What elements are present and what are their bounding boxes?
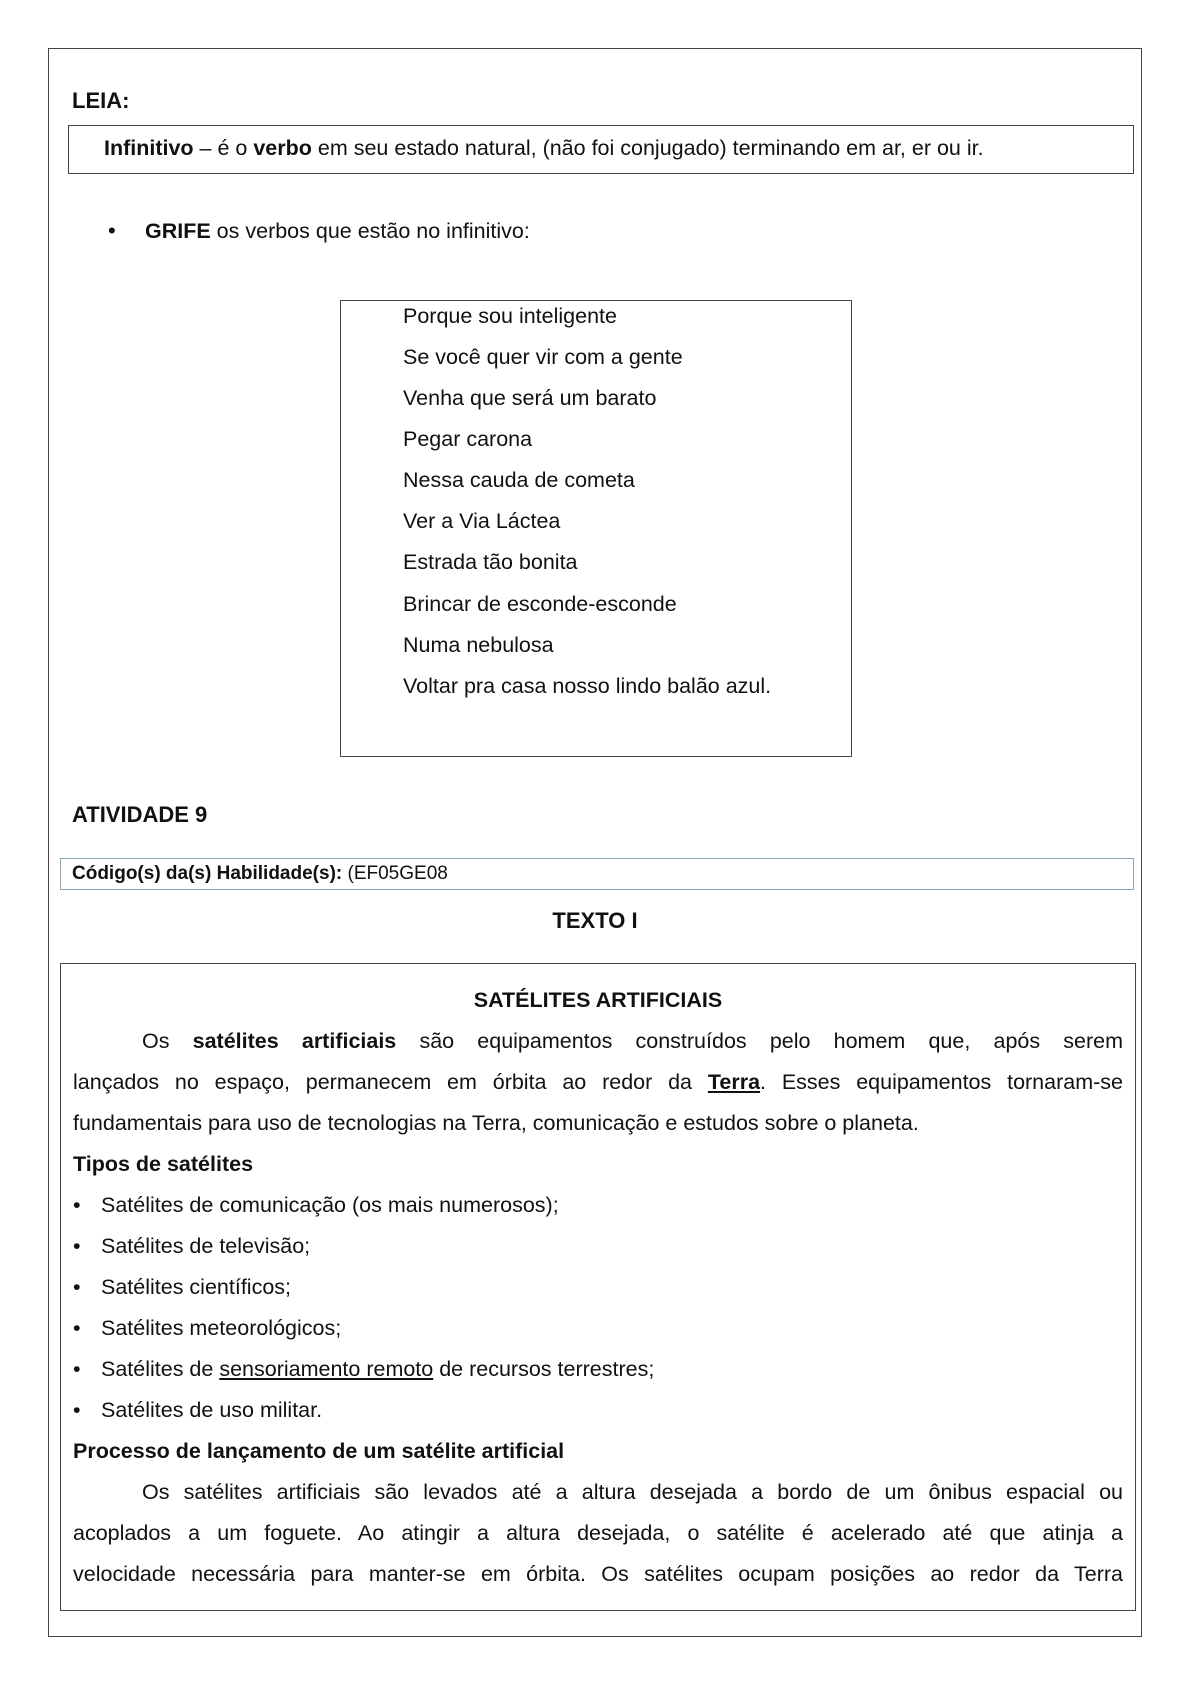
bullet-icon: • xyxy=(73,1234,81,1258)
poem-line: Porque sou inteligente xyxy=(403,304,617,328)
definition-verb: verbo xyxy=(253,136,312,160)
instruction-bold: GRIFE xyxy=(145,219,211,243)
list-item-text: Satélites de comunicação (os mais numerosos); xyxy=(101,1193,559,1217)
activity-title: ATIVIDADE 9 xyxy=(72,802,208,827)
leia-heading: LEIA: xyxy=(72,88,130,113)
poem-line: Estrada tão bonita xyxy=(403,550,578,574)
instruction-bullet xyxy=(108,218,530,244)
list-item-text: Satélites de uso militar. xyxy=(101,1398,323,1422)
poem-line: Se você quer vir com a gente xyxy=(403,345,683,369)
article-paragraph-line xyxy=(73,1070,1123,1095)
text-run: Os xyxy=(142,1029,193,1053)
text-run: lançados no espaço, permanecem em órbita ao redor da xyxy=(73,1070,708,1094)
skills-value: (EF05GE08 xyxy=(342,863,448,884)
instruction-rest: os verbos que estão no infinitivo: xyxy=(210,219,530,243)
list-item-text: Satélites de televisão; xyxy=(101,1234,311,1258)
skills-code-box xyxy=(60,858,1134,890)
list-item xyxy=(73,1193,1123,1218)
bullet-icon: • xyxy=(73,1316,81,1340)
list-item xyxy=(73,1398,1123,1423)
list-item xyxy=(73,1316,1123,1341)
article-paragraph-line: Os satélites artificiais são levados até a altura desejada a bordo de um ônibus espacial ou xyxy=(142,1480,1123,1504)
list-item-text: Satélites científicos; xyxy=(101,1275,292,1299)
underlined-term: sensoriamento remoto xyxy=(219,1357,434,1381)
poem-line: Pegar carona xyxy=(403,427,533,451)
list-item xyxy=(73,1234,1123,1259)
poem-box xyxy=(340,300,852,757)
launch-heading: Processo de lançamento de um satélite artificial xyxy=(73,1439,565,1463)
definition-rest: em seu estado natural, (não foi conjugado) terminando em ar, er ou ir. xyxy=(311,136,984,160)
list-item-text: Satélites de xyxy=(101,1357,220,1381)
list-item-text: de recursos terrestres; xyxy=(433,1357,655,1381)
article-paragraph-line xyxy=(142,1029,1123,1054)
article-title: SATÉLITES ARTIFICIAIS xyxy=(473,988,723,1012)
article-box xyxy=(60,963,1136,1611)
types-heading: Tipos de satélites xyxy=(73,1152,254,1176)
text-run: são equipamentos construídos pelo homem que, após serem xyxy=(396,1029,1124,1053)
poem-line: Nessa cauda de cometa xyxy=(403,468,635,492)
poem-line: Venha que será um barato xyxy=(403,386,657,410)
poem-line: Numa nebulosa xyxy=(403,633,554,657)
article-paragraph-line: acoplados a um foguete. Ao atingir a altura desejada, o satélite é acelerado até que atinja a xyxy=(73,1521,1123,1545)
bullet-icon: • xyxy=(73,1275,81,1299)
bullet-icon: • xyxy=(108,218,116,243)
bullet-icon: • xyxy=(73,1193,81,1217)
text-heading: TEXTO I xyxy=(552,908,638,933)
bold-term: satélites artificiais xyxy=(192,1029,397,1053)
list-item-text: Satélites meteorológicos; xyxy=(101,1316,342,1340)
poem-line: Voltar pra casa nosso lindo balão azul. xyxy=(403,674,772,698)
definition-dash: – é o xyxy=(193,136,254,160)
list-item xyxy=(73,1357,1123,1382)
skills-label: Código(s) da(s) Habilidade(s): xyxy=(72,863,343,884)
article-paragraph-line: fundamentais para uso de tecnologias na Terra, comunicação e estudos sobre o planeta. xyxy=(73,1111,919,1135)
poem-line: Ver a Via Láctea xyxy=(403,509,561,533)
poem-line: Brincar de esconde-esconde xyxy=(403,592,677,616)
text-run: . Esses equipamentos tornaram-se xyxy=(760,1070,1123,1094)
terra-link[interactable]: Terra xyxy=(707,1070,761,1094)
list-item xyxy=(73,1275,1123,1300)
definition-term: Infinitivo xyxy=(104,136,194,160)
article-paragraph-line: velocidade necessária para manter-se em órbita. Os satélites ocupam posições ao redor da Terra xyxy=(73,1562,1123,1586)
bullet-icon: • xyxy=(73,1398,81,1422)
bullet-icon: • xyxy=(73,1357,81,1381)
definition-box xyxy=(68,125,1134,174)
